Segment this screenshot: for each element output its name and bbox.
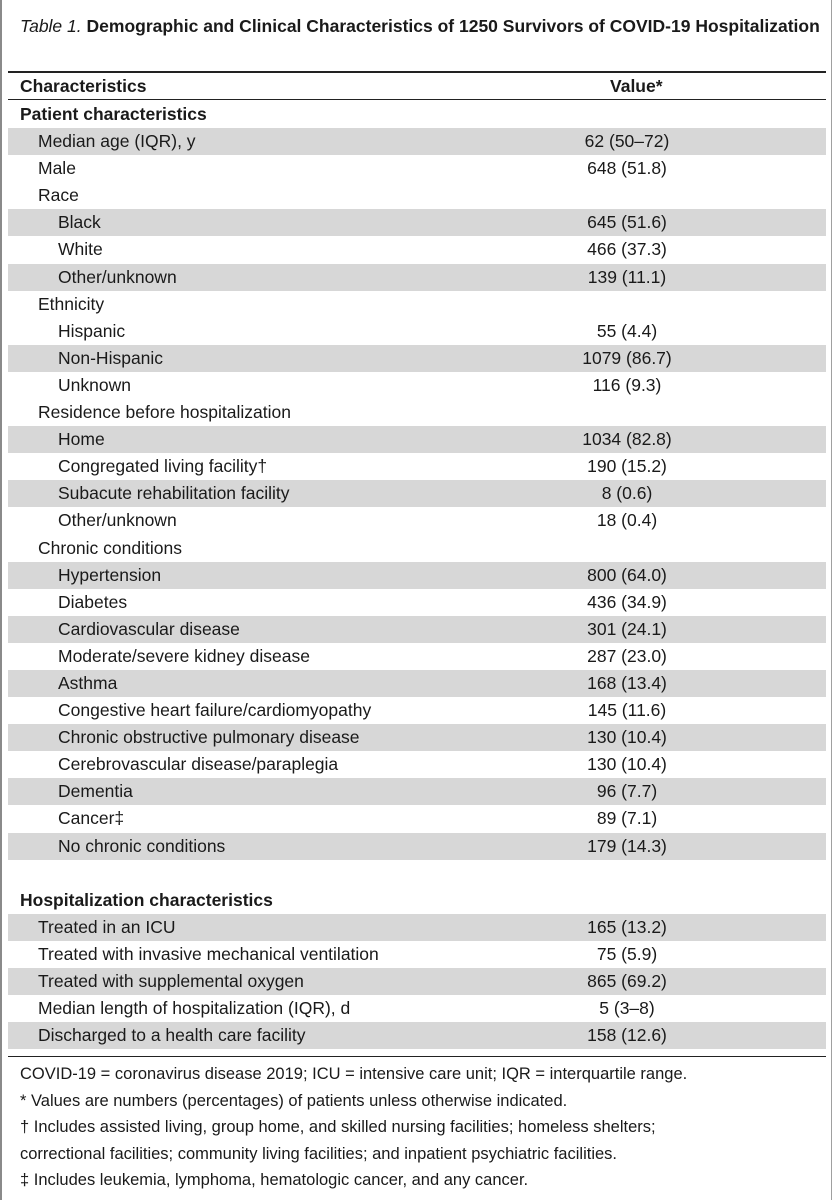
table-row — [8, 833, 826, 860]
row-label: Non-Hispanic — [58, 347, 164, 368]
row-label: Discharged to a health care facility — [38, 1025, 306, 1046]
table-row — [8, 778, 826, 805]
table-row — [8, 264, 826, 291]
row-value: 18 (0.4) — [596, 510, 658, 531]
table-row — [8, 236, 826, 263]
table-row — [8, 453, 826, 480]
row-value: 89 (7.1) — [596, 808, 658, 829]
row-label: Ethnicity — [38, 293, 105, 314]
table-row — [8, 724, 826, 751]
row-label: Congestive heart failure/cardiomyopathy — [58, 700, 372, 721]
table-row — [8, 995, 826, 1022]
row-label: Congregated living facility† — [58, 456, 268, 477]
row-label: Subacute rehabilitation facility — [58, 483, 290, 504]
footnote: COVID-19 = coronavirus disease 2019; ICU = intensive care unit; IQR = interquartile range. — [20, 1065, 688, 1083]
table-row — [8, 968, 826, 995]
table-bottom-rule — [8, 1056, 826, 1057]
table-title-text: Demographic and Clinical Characteristics of 1250 Survivors of COVID-19 Hospitalization — [86, 16, 820, 36]
row-value: 287 (23.0) — [587, 645, 667, 666]
table-header — [20, 74, 826, 98]
table-row — [8, 128, 826, 155]
table-row — [8, 697, 826, 724]
row-label: Hispanic — [58, 320, 126, 341]
table-row — [8, 399, 826, 426]
column-header-value: Value* — [610, 76, 663, 96]
row-value: 130 (10.4) — [587, 727, 667, 748]
table-label: Table 1. — [20, 16, 82, 36]
row-label: Median length of hospitalization (IQR), d — [38, 998, 351, 1018]
table-title — [20, 14, 820, 39]
row-label: Asthma — [58, 672, 118, 693]
row-value: 139 (11.1) — [587, 266, 667, 287]
row-value: 648 (51.8) — [587, 158, 667, 179]
row-value: 645 (51.6) — [587, 212, 667, 233]
footnote: † Includes assisted living, group home, and skilled nursing facilities; homeless shelters; — [20, 1118, 656, 1136]
row-label: Black — [58, 212, 101, 233]
row-value: 1079 (86.7) — [582, 347, 672, 368]
row-value: 168 (13.4) — [587, 672, 667, 693]
section-heading: Hospitalization characteristics — [20, 889, 273, 910]
table-row — [8, 318, 826, 345]
row-label: Male — [38, 158, 76, 179]
row-label: Cerebrovascular disease/paraplegia — [58, 754, 339, 775]
row-value: 179 (14.3) — [587, 835, 667, 856]
table-footnotes — [20, 1061, 830, 1194]
row-value: 1034 (82.8) — [582, 429, 672, 450]
table-row — [8, 589, 826, 616]
footnote: * Values are numbers (percentages) of patients unless otherwise indicated. — [20, 1091, 568, 1110]
column-header-characteristics: Characteristics — [20, 76, 147, 96]
row-label: Home — [58, 429, 105, 450]
table-row — [8, 670, 826, 697]
table-row — [8, 345, 826, 372]
row-label: Hypertension — [58, 564, 162, 585]
row-label: Other/unknown — [58, 266, 177, 287]
row-label: Diabetes — [58, 591, 128, 612]
row-label: White — [58, 239, 103, 260]
row-value: 190 (15.2) — [587, 456, 667, 477]
table-row — [8, 914, 826, 941]
table-row — [8, 372, 826, 399]
footnote: correctional facilities; community living facilities; and inpatient psychiatric facilities. — [20, 1144, 617, 1163]
table-row — [8, 507, 826, 534]
table-row — [8, 941, 826, 968]
table-row — [8, 535, 826, 562]
row-value: 130 (10.4) — [587, 754, 667, 775]
table-row — [8, 426, 826, 453]
table-row — [8, 209, 826, 236]
row-value: 158 (12.6) — [587, 1025, 667, 1046]
row-label: Treated in an ICU — [38, 916, 176, 937]
row-value: 5 (3–8) — [599, 998, 655, 1018]
row-value: 165 (13.2) — [587, 916, 667, 937]
table-row — [8, 155, 826, 182]
table-row — [8, 616, 826, 643]
row-label: Moderate/severe kidney disease — [58, 645, 310, 666]
row-value: 8 (0.6) — [601, 483, 653, 504]
table-spacer-row — [8, 860, 826, 887]
table-row — [8, 562, 826, 589]
row-label: Chronic conditions — [38, 537, 182, 558]
row-value: 116 (9.3) — [592, 374, 662, 395]
row-value: 55 (4.4) — [596, 320, 658, 341]
row-value: 301 (24.1) — [587, 618, 667, 639]
row-label: Dementia — [58, 781, 133, 802]
row-label: Other/unknown — [58, 510, 177, 531]
row-value: 75 (5.9) — [596, 943, 658, 964]
table-row — [8, 1022, 826, 1049]
row-label: Race — [38, 185, 79, 206]
row-value: 436 (34.9) — [587, 591, 667, 612]
row-label: Treated with supplemental oxygen — [38, 970, 304, 991]
row-label: Treated with invasive mechanical ventilation — [38, 943, 379, 964]
row-value: 145 (11.6) — [587, 700, 667, 721]
table-row — [8, 751, 826, 778]
row-label: Residence before hospitalization — [38, 402, 291, 423]
row-value: 800 (64.0) — [587, 564, 667, 585]
footnote: ‡ Includes leukemia, lymphoma, hematologic cancer, and any cancer. — [20, 1171, 529, 1189]
table-row — [8, 182, 826, 209]
row-value: 865 (69.2) — [587, 970, 667, 991]
table-row — [8, 643, 826, 670]
row-label: No chronic conditions — [58, 835, 226, 856]
row-label: Median age (IQR), y — [38, 131, 196, 152]
header-rule — [8, 99, 826, 100]
row-label: Cancer‡ — [58, 808, 125, 829]
row-value: 96 (7.7) — [596, 781, 658, 802]
row-label: Chronic obstructive pulmonary disease — [58, 727, 360, 748]
section-heading-row — [8, 887, 826, 914]
row-value: 62 (50–72) — [584, 131, 670, 152]
section-heading-row — [8, 101, 826, 128]
row-label: Cardiovascular disease — [58, 618, 240, 639]
row-label: Unknown — [58, 374, 131, 395]
table-top-rule — [8, 71, 826, 73]
table-body — [8, 101, 826, 1049]
table-row — [8, 291, 826, 318]
row-value: 466 (37.3) — [587, 239, 667, 260]
table-row — [8, 805, 826, 832]
section-heading: Patient characteristics — [20, 104, 207, 124]
table-row — [8, 480, 826, 507]
